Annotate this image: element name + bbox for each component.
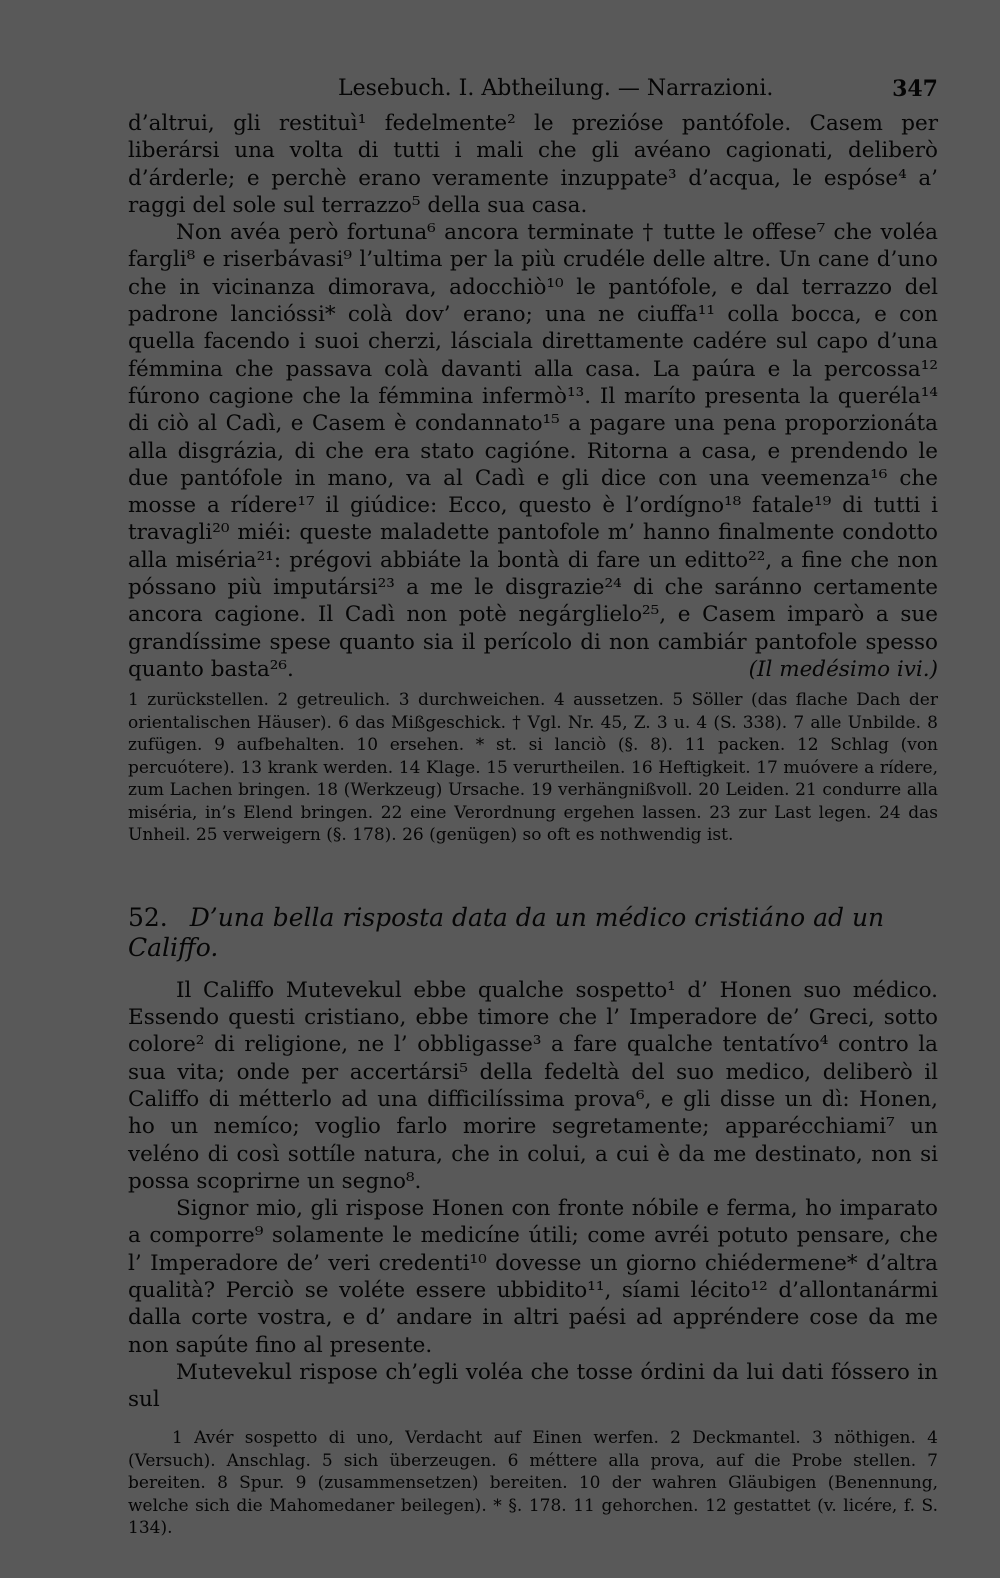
attribution: (Il medésimo ivi.) (748, 656, 938, 682)
page-number: 347 (892, 76, 938, 102)
book-page (128, 74, 938, 1540)
story2-paragraph-1: Il Califfo Mutevekul ebbe qualche sospetto¹ d’ Honen suo médico. Essendo questi cristiano, ebbe timore che l’ Imperadore de’ Greci, sotto colore² di religione, ne l’ obbligasse³ a fare qualche tentatívo⁴ contro la sua vita; onde per accertársi⁵ della fedeltà del suo medico, deliberò il Califfo di métterlo ad una difficilíssima prova⁶, e gli disse un dì: Honen, ho un nemíco; voglio farlo morire segretamente; apparécchiami⁷ un veléno di così sottíle natura, che in colui, a cui è da me destinato, non si possa scoprirne un segno⁸. (128, 977, 938, 1194)
footnotes-2: 1 Avér sospetto di uno, Verdacht auf Einen werfen. 2 Deckmantel. 3 nöthigen. 4 (Versuch). Anschlag. 5 sich überzeugen. 6 méttere alla prova, auf die Probe stellen. 7 bereiten. 8 Spur. 9 (zusammensetzen) bereiten. 10 der wahren Gläubigen (Benennung, welche sich die Mahomedaner beilegen). * §. 178. 11 gehorchen. 12 gestattet (v. licére, f. S. 134). (128, 1428, 938, 1539)
story2-paragraph-2: Signor mio, gli rispose Honen con fronte nóbile e ferma, ho imparato a comporre⁹ solamente le medicíne útili; come avréi potuto pensare, che l’ Imperadore de’ veri credenti¹⁰ dovesse un giorno chiédermene* d’altra qualità? Perciò se voléte essere ubbidito¹¹, síami lécito¹² d’allontanármi dalla corte vostra, e d’ andare in altri paési ad appréndere cose da me non sapúte fino al presente. (128, 1196, 938, 1358)
running-title: Lesebuch. I. Abtheilung. — Narrazioni. (338, 76, 774, 101)
section-title: D’una bella risposta data da un médico cristiáno ad un Califfo. (128, 902, 885, 962)
story-paragraph-2 (128, 219, 938, 683)
story-paragraph-2-text: Non avéa però fortuna⁶ ancora terminate † tutte le offese⁷ che voléa fargli⁸ e riserbávasi⁹ l’ultima per la più crudéle delle altre. Un cane d’uno che in vicinanza dimorava, adocchiò¹⁰ le pantófole, e dal terrazzo del padrone lanciόssi* colà dov’ erano; una ne ciuffa¹¹ colla bocca, e con quella facendo i suoi cherzi, lásciala direttamente cadére sul capo d’una fémmina che passava colà davanti alla casa. La paúra e la percossa¹² fúrono cagione che la fémmina infermò¹³. Il maríto presenta la queréla¹⁴ di ciò al Cadì, e Casem è condannato¹⁵ a pagare una pena proporzionáta alla disgrázia, di che era stato cagióne. Ritorna a casa, e prendendo le due pantófole in mano, va al Cadì e gli dice con una veemenza¹⁶ che mosse a rídere¹⁷ il giúdice: Ecco, questo è l’ordígno¹⁸ fatale¹⁹ di tutti i travagli²⁰ miéi: queste maladette pantofole m’ hanno finalmente condotto alla miséria²¹: prégovi abbiáte la bontà di fare un editto²², a fine che non póssano più imputársi²³ a me le disgrazie²⁴ di che saránno certamente ancora cagione. Il Cadì non potè negárglielo²⁵, e Casem imparò a sue grandíssime spese quanto sia il perícolo di non cambiár pantofole spesso quanto basta²⁶. (128, 220, 938, 682)
running-header (128, 74, 938, 110)
story2-paragraph-3: Mutevekul rispose ch’egli voléa che tosse órdini da lui dati fóssero in sul (128, 1359, 938, 1413)
section-number: 52. (128, 902, 168, 932)
footnotes-1: 1 zurückstellen. 2 getreulich. 3 durchweichen. 4 aussetzen. 5 Söller (das flache Dach der orientalischen Häuser). 6 das Mißgeschick. † Vgl. Nr. 45, Z. 3 u. 4 (S. 338). 7 alle Unbilde. 8 zufügen. 9 aufbehalten. 10 ersehen. * st. si lanciò (§. 8). 11 packen. 12 Schlag (von percuótere). 13 krank werden. 14 Klage. 15 verurtheilen. 16 Heftigkeit. 17 muóvere a rídere, zum Lachen bringen. 18 (Werkzeug) Ursache. 19 verhängnißvoll. 20 Leiden. 21 condurre alla miséria, in’s Elend bringen. 22 eine Verordnung ergehen lassen. 23 zur Last legen. 24 das Unheil. 25 verweigern (§. 178). 26 (genügen) so oft es nothwendig ist. (128, 690, 938, 846)
section-heading (128, 903, 938, 963)
story-paragraph-1: d’altrui, gli restituì¹ fedelmente² le prezióse pantófole. Casem per liberársi una volta di tutti i mali che gli avéano cagionati, deliberò d’árderle; e perchè erano veramente inzuppate³ d’acqua, le espóse⁴ a’ raggi del sole sul terrazzo⁵ della sua casa. (128, 111, 938, 218)
